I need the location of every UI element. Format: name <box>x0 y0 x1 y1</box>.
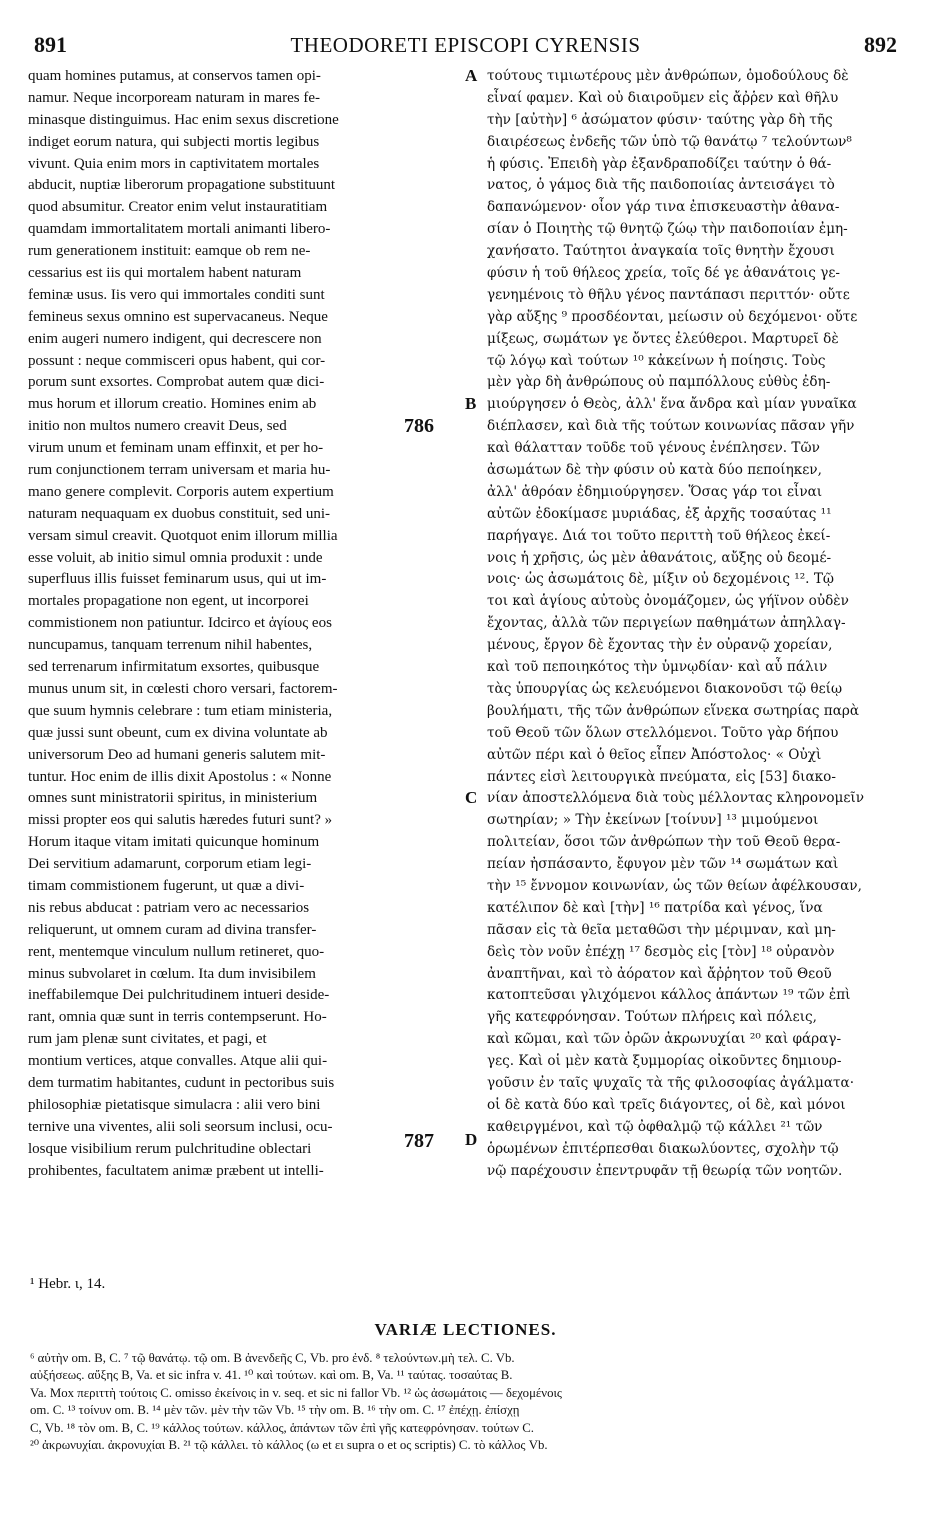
text-line: αὐξήσεως. αὔξης B, Va. et sic infra v. 41. ¹⁰ καὶ τούτων. καὶ om. B, Va. ¹¹ ταύτας. τοσαύτας B. <box>30 1368 513 1383</box>
text-line: ἀλλ' ἀθρόαν ἐδημιούργησεν. Ὅσας γάρ τοι εἶναι <box>487 483 823 500</box>
text-line: δαπανώμενον· οἷον γάρ τινα ἐπισκευαστὴν ἀθανα- <box>487 199 840 216</box>
text-line: πάντες εἰσὶ λειτουργικὰ πνεύματα, εἰς [53] διακο- <box>487 768 836 785</box>
text-line: παρήγαγε. Διά τοι τοῦτο περιττὴ τοῦ θήλεος ἐκεί- <box>487 527 831 544</box>
running-header <box>26 32 905 62</box>
text-line: καθειργμένοι, καὶ τῷ ὀφθαλμῷ τῷ κάλλει ²¹ τῶν <box>487 1118 823 1135</box>
text-line: μένους, ἔργον δὲ ἔχοντας τὴν ἐν οὐρανῷ χορείαν, <box>487 637 833 654</box>
text-line: γενημένοις τὸ θῆλυ γένος παντάπασι περιττόν· οὔτε <box>487 286 850 303</box>
text-line: mano genere complevit. Corporis autem expertium <box>28 483 334 500</box>
text-line: Va. Mox περιττὴ τούτοις C. omisso ἐκείνοις in v. seq. et sic ni fallor Vb. ¹² ὡς ἀσωμάτοις — δεχομένοις <box>30 1385 563 1400</box>
text-line: ineffabilemque Dei pulchritudinem intueri deside- <box>28 987 330 1004</box>
text-line: possunt : neque commisceri opus habent, qui cor- <box>28 352 326 369</box>
column-number-787: 787 <box>404 1130 434 1152</box>
text-line: ὁρωμένων ἐπιτέρπεσθαι διακωλύοντες, σχολὴν τῷ <box>487 1140 839 1157</box>
text-line: γῆς κατεφρόνησαν. Τούτων πλήρεις καὶ πόλεις, <box>487 1009 817 1026</box>
text-line: εἶναί φαμεν. Καὶ οὐ διαιροῦμεν εἰς ἄῤῥεν καὶ θῆλυ <box>487 89 839 106</box>
text-line: τὰς ὑπουργίας ὡς κελευόμενοι διακονοῦσι τῷ θείῳ <box>487 680 843 697</box>
text-line: αὐτῶν πέρι καὶ ὁ θεῖος εἶπεν Ἀπόστολος· « Οὐχὶ <box>487 746 822 763</box>
text-line: καὶ θάλατταν τοῦδε τοῦ γένους ἐνέπλησεν. Τῶν <box>487 440 820 457</box>
text-line: porum sunt exsortes. Comprobat autem quæ dici- <box>28 374 325 391</box>
margin-marker-b: B <box>465 394 477 413</box>
text-line: enim augeri numero indigent, qui decrescere non <box>28 330 322 347</box>
text-line: τῷ λόγῳ καὶ τούτων ¹⁰ κἀκείνων ἡ ποίησις. Τοὺς <box>487 352 826 369</box>
text-line: prohibentes, facultatem animæ præbent ut intelli- <box>28 1162 324 1179</box>
text-line: feminæ usus. Iis vero qui immortales conditi sunt <box>28 286 325 303</box>
text-line: reliquerunt, ut omnem curam ad divina transfer- <box>28 921 317 938</box>
text-line: οἱ δὲ κατὰ δύο καὶ τρεῖς διάγοντες, οἱ δὲ, καὶ μόνοι <box>487 1096 846 1113</box>
text-line: quamdam immortalitatem mortali animanti libero- <box>28 221 331 238</box>
text-line: μὲν γὰρ δὴ ἀνθρώπους οὐ παμπόλλους εὐθὺς ἐδη- <box>487 374 831 391</box>
text-line: rant, omnia quæ sunt in terris contempserunt. Ho- <box>28 1009 327 1026</box>
text-line: δεὶς τὸν νοῦν ἐπέχῃ ¹⁷ δεσμὸς εἰς [τὸν] ¹⁸ οὐρανὸν <box>487 943 835 960</box>
text-line: minasque distinguimus. Hac enim sexus discretione <box>28 111 339 128</box>
text-line: quam homines putamus, at conservos tamen opi- <box>28 68 321 84</box>
text-line: αὐτῶν ἐδοκίμασε μυριάδας, ἐξ ἀρχῆς τοσαύτας ¹¹ <box>487 505 832 522</box>
margin-marker-a: A <box>465 66 478 85</box>
text-line: C, Vb. ¹⁸ τὸν om. B, C. ¹⁹ κάλλος τούτων. κάλλος, ἁπάντων τῶν ἐπὶ γῆς κατεφρόνησαν. τούτων C. <box>30 1420 534 1435</box>
text-line: χανήσατο. Ταύτητοι ἀναγκαία τοῖς θνητὴν ἔχουσι <box>487 243 835 260</box>
text-line: τοῦ Θεοῦ τῶν ὅλων στελλόμενοι. Τοῦτο γὰρ δήπου <box>487 724 839 741</box>
text-line: νοις· ὡς ἀσωμάτοις δὲ, μίξιν οὐ δεχομένοις ¹². Τῷ <box>487 571 834 588</box>
text-line: nuncupamus, tanquam terrenum nihil habentes, <box>28 637 313 654</box>
text-line: ²⁰ ἀκρωνυχίαι. ἀκρονυχίαι B. ²¹ τῷ κάλλει. τὸ κάλλος (ω et ει supra ο et ος scriptis) C. τὸ κάλλος Vb. <box>30 1437 548 1452</box>
text-line: cessarius est iis qui mortalem habent naturam <box>28 265 302 282</box>
column-number-786: 786 <box>404 415 434 437</box>
text-line: ἀσωμάτων δὲ τὴν φύσιν οὐ κατὰ δύο πεποίηκεν, <box>487 462 822 479</box>
text-line: quod absumitur. Creator enim velut instauratitiam <box>28 199 328 216</box>
text-line: dem turmatim habitantes, cudunt in pectoribus suis <box>28 1074 335 1091</box>
text-line: καὶ κῶμαι, καὶ τῶν ὀρῶν ἀκρωνυχίαι ²⁰ καὶ φάραγ- <box>487 1031 842 1048</box>
variae-lectiones <box>30 1350 910 1454</box>
text-line: om. C. ¹³ τοίνυν om. B. ¹⁴ μὲν τῶν. μὲν τὴν τῶν Vb. ¹⁵ τὴν om. B. ¹⁶ τὴν om. C. ¹⁷ ἐπέχῃ. ἐπίσχῃ <box>30 1403 520 1418</box>
text-line: νοις ἡ χρῆσις, ὡς μὲν ἀθανάτοις, αὔξης οὐ δεομέ- <box>487 549 832 566</box>
text-line: Dei servitium adamarunt, corporum etiam legi- <box>28 856 312 873</box>
text-line: esse voluit, ab initio simul omnia produxit : unde <box>28 549 323 566</box>
text-line: ternive una viventes, alii soli seorsum inclusi, ocu- <box>28 1118 333 1135</box>
text-line: Horum itaque vitam imitati quicunque hominum <box>28 834 320 851</box>
text-line: superfluus illis fuisset feminarum usus, qui ut im- <box>28 571 327 588</box>
text-line: rum conjunctionem terram universam et maria hu- <box>28 462 331 479</box>
text-line: tuntur. Hoc enim de illis dixit Apostolus : « Nonne <box>28 768 332 785</box>
text-line: ἀναπτῆναι, καὶ τὸ ἀόρατον καὶ ἄῤῥητον τοῦ Θεοῦ <box>487 965 832 982</box>
text-line: losque visibilium rerum pulchritudine oblectari <box>28 1140 312 1157</box>
text-line: πᾶσαν εἰς τὰ θεῖα μεταθῶσι τὴν μέριμναν, καὶ μη- <box>487 921 836 938</box>
text-line: τὴν [αὐτὴν] ⁶ ἀσώματον φύσιν· ταύτης γὰρ δὴ τῆς <box>487 111 833 128</box>
text-line: naturam nequaquam ex duobus constituit, sed uni- <box>28 505 331 522</box>
text-line: καὶ τοῦ πεποιηκότος τὴν ὑμνῳδίαν· καὶ αὖ πάλιν <box>487 659 828 676</box>
text-line: philosophiæ pietatisque simulacra : alii vero bini <box>28 1096 321 1113</box>
text-line: nis rebus abducat : patriam vero ac necessarios <box>28 899 310 916</box>
text-line: abducit, nuptiæ liberorum propagatione substituunt <box>28 177 336 194</box>
text-line: διέπλασεν, καὶ διὰ τῆς τούτων κοινωνίας πᾶσαν γῆν <box>487 418 855 435</box>
text-line: ⁶ αὐτὴν om. B, C. ⁷ τῷ θανάτῳ. τῷ om. B ἀνενδεῆς C, Vb. pro ἐνδ. ⁸ τελούντων.μὴ τελ. C. Vb. <box>30 1351 515 1365</box>
text-line: munus unum sit, in cœlesti choro versari, factorem- <box>28 680 338 697</box>
text-line: virum unum et feminam unam effinxit, et per ho- <box>28 440 324 457</box>
text-line: sed terrenarum infirmitatum exsortes, quibusque <box>28 659 320 676</box>
text-line: missi propter eos qui salutis hæredes futuri sunt? » <box>28 812 333 829</box>
text-line: minus subvolaret in cœlum. Ita dum invisibilem <box>28 965 316 982</box>
text-line: πείαν ἠσπάσαντο, ἔφυγον μὲν τῶν ¹⁴ σωμάτων καὶ <box>487 856 839 873</box>
text-line: φύσιν ἡ τοῦ θήλεος χρεία, τοῖς δέ γε ἀθανάτοις γε- <box>487 265 840 282</box>
page-number-right: 892 <box>864 32 897 57</box>
text-line: νῷ παρέχουσιν ἐπεντρυφᾶν τῇ θεωρίᾳ τῶν νοητῶν. <box>487 1162 843 1179</box>
text-line: ἔχοντας, ἀλλὰ τῶν περιγείων παθημάτων ἀπηλλαγ- <box>487 615 846 632</box>
text-line: universorum Deo ad humani generis salutem mit- <box>28 746 326 763</box>
text-line: γες. Καὶ οἱ μὲν κατὰ ξυμμορίας οἰκοῦντες δημιουρ- <box>487 1053 842 1070</box>
margin-marker-c: C <box>465 788 478 807</box>
text-line: mus horum et illorum creatio. Homines enim ab <box>28 396 317 413</box>
text-line: quæ jussi sunt obeunt, cum ex divina voluntate ab <box>28 724 328 741</box>
margin-marker-d: D <box>465 1130 478 1149</box>
text-line: versam simul creavit. Quotquot enim illorum millia <box>28 527 338 544</box>
text-line: timam commistionem fugerunt, ut quæ a divi- <box>28 877 305 894</box>
text-line: rum generationem instituit: eamque ob rem ne- <box>28 243 311 260</box>
text-line: rum jam plenæ sunt civitates, et pagi, et <box>28 1031 267 1048</box>
variae-lectiones-title: VARIÆ LECTIONES. <box>374 1320 557 1339</box>
running-title: THEODORETI EPISCOPI CYRENSIS <box>290 33 641 57</box>
text-line: omnes sunt ministratorii spiritus, in ministerium <box>28 790 318 807</box>
text-line: διαιρέσεως ἐνδεῆς τῶν ὑπὸ τῷ θανάτῳ ⁷ τελούντων⁸ <box>487 133 852 150</box>
text-line: femineus sexus omnino est supervacaneus. Neque <box>28 308 328 325</box>
latin-column <box>28 66 460 1182</box>
text-line: τοι καὶ ἁγίους αὐτοὺς ὀνομάζομεν, ὡς γήϊνον οὐδὲν <box>487 593 849 610</box>
text-line: κατοπτεῦσαι γλιχόμενοι κάλλος ἁπάντων ¹⁹ τῶν ἐπὶ <box>487 987 851 1004</box>
text-line: montium vertices, atque convalles. Atque alii qui- <box>28 1053 328 1070</box>
text-line: γὰρ αὔξης ⁹ προσδέονται, μείωσιν οὐ δεχόμενοι· οὔτε <box>487 308 858 325</box>
text-line: vivunt. Quia enim mors in captivitatem mortales <box>28 155 320 172</box>
text-line: rent, mentemque vinculum nullum retineret, quo- <box>28 943 325 960</box>
text-line: γοῦσιν ἐν ταῖς ψυχαῖς τὰ τῆς φιλοσοφίας ἀγάλματα· <box>487 1074 855 1091</box>
text-line: τὴν ¹⁵ ἔννομον κοινωνίαν, ὡς τῶν θείων ἀφέλκουσαν, <box>487 877 862 894</box>
text-line: νατος, ὁ γάμος διὰ τῆς παιδοποιίας ἀντεισάγει τὸ <box>487 177 835 194</box>
text-line: τούτους τιμιωτέρους μὲν ἀνθρώπων, ὁμοδούλους δὲ <box>487 68 849 84</box>
text-line: μίξεως, σωμάτων γε ὄντες ἐλεύθεροι. Μαρτυρεῖ δὲ <box>487 330 839 347</box>
text-line: βουλήματι, τῆς τῶν ἀνθρώπων εἵνεκα σωτηρίας παρὰ <box>487 702 860 719</box>
page-number-left: 891 <box>34 32 67 57</box>
text-line: namur. Neque incorpoream naturam in mares fe- <box>28 89 320 106</box>
text-line: ἡ φύσις. Ἐπειδὴ γὰρ ἐξανδραποδίζει ταύτην ὁ θά- <box>487 155 832 172</box>
text-line: σίαν ὁ Ποιητὴς τῷ θνητῷ ζώῳ τὴν παιδοποιίαν ἐμη- <box>487 221 848 238</box>
text-line: initio non multos numero creavit Deus, sed <box>28 418 287 435</box>
text-line: κατέλιπον δὲ καὶ [τὴν] ¹⁶ πατρίδα καὶ γένος, ἵνα <box>487 899 823 916</box>
text-line: πολιτείαν, ὅσοι τῶν ἀνθρώπων τὴν τοῦ Θεοῦ θερα- <box>487 834 841 851</box>
footnote: ¹ Hebr. ι, 14. <box>30 1276 106 1292</box>
greek-column <box>487 66 905 1182</box>
text-line: mortales propagatione non egent, ut incorporei <box>28 593 309 610</box>
text-line: μιούργησεν ὁ Θεὸς, ἀλλ' ἕνα ἄνδρα καὶ μίαν γυναῖκα <box>487 396 857 413</box>
text-line: commistionem non patiuntur. Idcirco et ἁγίους eos <box>28 615 332 632</box>
text-line: νίαν ἀποστελλόμενα διὰ τοὺς μέλλοντας κληρονομεῖν <box>487 790 865 807</box>
text-line: que suum hymnis celebrare : tum etiam ministeria, <box>28 702 333 719</box>
text-line: σωτηρίαν; » Τὴν ἐκείνων [τοίνυν] ¹³ μιμούμενοι <box>487 812 819 829</box>
text-line: indiget eorum natura, qui subjecti mortis legibus <box>28 133 320 150</box>
